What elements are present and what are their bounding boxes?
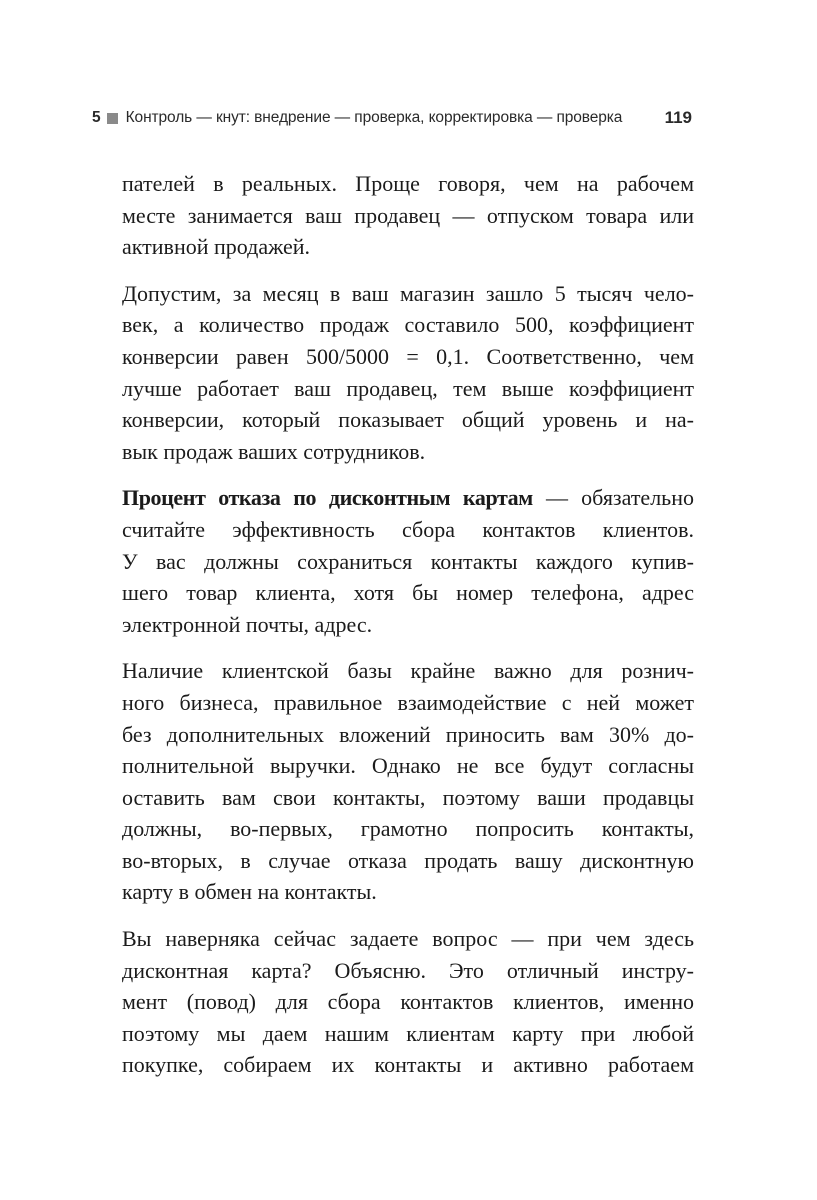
text-line: месте занимается ваш продавец — отпуском товара или [122,202,694,228]
text-line: дисконтная карта? Объясню. Это отличный инстру- [122,957,694,983]
text-line: пателей в реальных. Проще говоря, чем на рабочем [122,171,694,196]
text-line: поэтому мы даем нашим клиентам карту при любой [122,1020,694,1046]
text-line: Допустим, за месяц в ваш магазин зашло 5 тысяч чело- [122,280,694,306]
text-line: без дополнительных вложений приносить вам 30% до- [122,721,694,747]
paragraph-5 [122,923,694,1081]
running-header [92,106,692,130]
bold-term: Процент отказа по дисконтным картам [122,485,533,511]
text-line: мент (повод) для сбора контактов клиентов, именно [122,989,694,1015]
text-line: должны, во-первых, грамотно попросить контакты, [122,816,694,842]
text-line: Вы наверняка сейчас задаете вопрос — при чем здесь [122,926,694,952]
text-line: конверсии равен 500/5000 = 0,1. Соответственно, чем [122,343,694,369]
text-line: век, а количество продаж составило 500, коэффициент [122,312,694,338]
text-line: конверсии, который показывает общий уровень и на- [122,407,694,433]
text-line: во-вторых, в случае отказа продать вашу дисконтную [122,847,694,873]
text-line: считайте эффективность сбора контактов клиентов. [122,516,694,542]
text-line: лучше работает ваш продавец, тем выше коэффициент [122,375,694,401]
text-line: ного бизнеса, правильное взаимодействие с ней может [122,689,694,715]
paragraph-3 [122,482,694,640]
body-text [122,168,694,1096]
term-continuation: — обязательно [532,485,694,511]
chapter-number: 5 [92,109,101,126]
text-line: Наличие клиентской базы крайне важно для рознич- [122,658,694,684]
page-number: 119 [664,108,692,127]
text-line: активной продажей. [122,234,311,260]
running-title: Контроль — кнут: внедрение — проверка, корректировка — проверка [125,109,623,126]
paragraph-4 [122,655,694,908]
text-line: оставить вам свои контакты, поэтому ваши продавцы [122,784,694,810]
text-line: покупке, собираем их контакты и активно работаем [122,1052,694,1078]
text-line-with-term [122,482,694,514]
paragraph-1 [122,168,694,263]
text-line: электронной почты, адрес. [122,611,373,637]
text-line: У вас должны сохраниться контакты каждого купив- [122,548,694,574]
text-line: карту в обмен на контакты. [122,879,377,905]
text-line: шего товар клиента, хотя бы номер телефона, адрес [122,580,694,606]
text-line: полнительной выручки. Однако не все будут согласны [122,753,694,779]
paragraph-2 [122,278,694,468]
square-bullet-icon [107,113,118,124]
text-line: вык продаж ваших сотрудников. [122,438,426,464]
